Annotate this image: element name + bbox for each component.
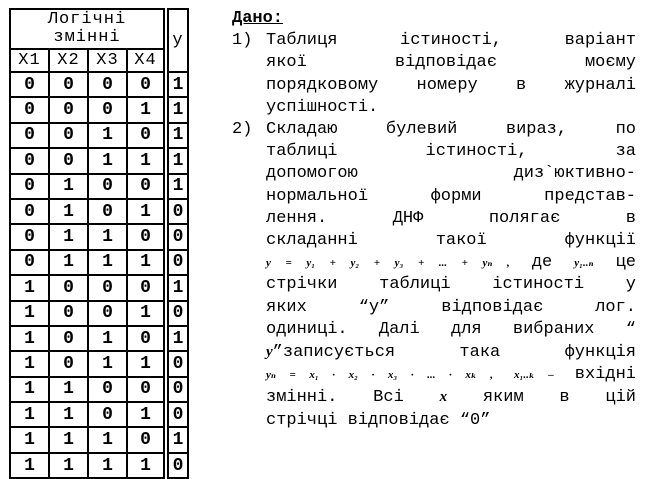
formula-y-range: y₁..ₙ bbox=[574, 257, 594, 270]
y-cell: 0 bbox=[166, 351, 188, 376]
x3-cell: 1 bbox=[88, 148, 127, 173]
x2-cell: 0 bbox=[49, 326, 88, 351]
x2-cell: 1 bbox=[49, 199, 88, 224]
x3-cell: 0 bbox=[88, 377, 127, 402]
word-de: де bbox=[531, 253, 553, 273]
y-quote-line bbox=[266, 341, 636, 364]
x2-cell: 0 bbox=[49, 97, 88, 122]
item-1 bbox=[232, 30, 636, 119]
x3-cell: 0 bbox=[88, 174, 127, 199]
x1-cell: 0 bbox=[10, 224, 49, 249]
logic-variables-header bbox=[10, 9, 166, 49]
x-symbol: x bbox=[439, 389, 448, 406]
x1-cell: 1 bbox=[10, 453, 49, 478]
x3-cell: 1 bbox=[88, 326, 127, 351]
x1-cell: 0 bbox=[10, 199, 49, 224]
x2-cell: 1 bbox=[49, 402, 88, 427]
x3-cell: 1 bbox=[88, 453, 127, 478]
x4-cell: 0 bbox=[127, 174, 166, 199]
item-2-line: таблиці істиності, за bbox=[266, 142, 636, 162]
vars-line bbox=[266, 386, 636, 409]
vars-text-post: яким в цій bbox=[482, 388, 637, 408]
column-header-x1: X1 bbox=[10, 49, 49, 72]
item-2-line: складанні такої функції bbox=[266, 231, 636, 251]
x4-cell: 0 bbox=[127, 224, 166, 249]
word-tse: це bbox=[615, 253, 637, 273]
column-header-x2: X2 bbox=[49, 49, 88, 72]
table-row bbox=[10, 377, 188, 402]
table-row bbox=[10, 72, 188, 97]
formula-dnf: y = y₁ + y₂ + y₃ + ... + yₙ , bbox=[266, 257, 510, 270]
truth-table bbox=[9, 8, 189, 479]
given-title: Дано: bbox=[232, 9, 284, 28]
table-row bbox=[10, 199, 188, 224]
x3-cell: 0 bbox=[88, 72, 127, 97]
x2-cell: 0 bbox=[49, 275, 88, 300]
x4-cell: 1 bbox=[127, 250, 166, 275]
x2-cell: 0 bbox=[49, 148, 88, 173]
item-2-line: допомогою диз`юктивно- bbox=[266, 164, 636, 184]
table-row bbox=[10, 427, 188, 452]
x4-cell: 0 bbox=[127, 123, 166, 148]
vars-text-pre: змінні. Всі bbox=[266, 388, 404, 408]
table-row bbox=[10, 174, 188, 199]
item-2-line: лення. ДНФ полягає в bbox=[266, 208, 636, 228]
y-cell: 0 bbox=[166, 377, 188, 402]
x2-cell: 0 bbox=[49, 351, 88, 376]
y-symbol: y bbox=[266, 344, 273, 361]
table-row bbox=[10, 250, 188, 275]
formula-line-1 bbox=[266, 252, 636, 274]
group-header-line1: Логічні bbox=[47, 10, 127, 29]
y-cell: 1 bbox=[166, 275, 188, 300]
x3-cell: 0 bbox=[88, 301, 127, 326]
x4-cell: 0 bbox=[127, 326, 166, 351]
x3-cell: 1 bbox=[88, 351, 127, 376]
item-2 bbox=[232, 119, 636, 432]
y-column-header: y bbox=[166, 9, 188, 72]
x3-cell: 1 bbox=[88, 224, 127, 249]
y-cell: 1 bbox=[166, 97, 188, 122]
x2-cell: 0 bbox=[49, 72, 88, 97]
x3-cell: 0 bbox=[88, 275, 127, 300]
x4-cell: 1 bbox=[127, 351, 166, 376]
table-row bbox=[10, 224, 188, 249]
x1-cell: 0 bbox=[10, 72, 49, 97]
x1-cell: 1 bbox=[10, 301, 49, 326]
x1-cell: 1 bbox=[10, 275, 49, 300]
x4-cell: 0 bbox=[127, 427, 166, 452]
x1-cell: 1 bbox=[10, 402, 49, 427]
table-row bbox=[10, 301, 188, 326]
group-header-line2: змінні bbox=[53, 28, 121, 47]
x2-cell: 1 bbox=[49, 224, 88, 249]
table-row bbox=[10, 453, 188, 478]
x2-cell: 0 bbox=[49, 123, 88, 148]
x2-cell: 1 bbox=[49, 174, 88, 199]
table-row bbox=[10, 97, 188, 122]
x3-cell: 1 bbox=[88, 250, 127, 275]
item-2-line: одиниці. Далі для вибраних “ bbox=[266, 319, 636, 339]
formula-line-2 bbox=[266, 364, 636, 386]
y-cell: 1 bbox=[166, 326, 188, 351]
column-header-x4: X4 bbox=[127, 49, 166, 72]
table-row bbox=[10, 402, 188, 427]
y-cell: 0 bbox=[166, 453, 188, 478]
y-cell: 1 bbox=[166, 427, 188, 452]
x4-cell: 0 bbox=[127, 275, 166, 300]
x1-cell: 0 bbox=[10, 97, 49, 122]
x4-cell: 1 bbox=[127, 199, 166, 224]
y-cell: 0 bbox=[166, 402, 188, 427]
table-row bbox=[10, 326, 188, 351]
x4-cell: 1 bbox=[127, 97, 166, 122]
table-row bbox=[10, 148, 188, 173]
table-row bbox=[10, 275, 188, 300]
x1-cell: 0 bbox=[10, 174, 49, 199]
x4-cell: 0 bbox=[127, 72, 166, 97]
y-cell: 0 bbox=[166, 301, 188, 326]
x4-cell: 1 bbox=[127, 148, 166, 173]
x4-cell: 0 bbox=[127, 377, 166, 402]
x1-cell: 1 bbox=[10, 351, 49, 376]
table-row bbox=[10, 351, 188, 376]
table-row bbox=[10, 123, 188, 148]
x4-cell: 1 bbox=[127, 301, 166, 326]
x2-cell: 1 bbox=[49, 250, 88, 275]
x3-cell: 0 bbox=[88, 97, 127, 122]
item-1-number: 1) bbox=[232, 31, 253, 51]
item-1-line: успішності. bbox=[266, 97, 379, 117]
x1-cell: 0 bbox=[10, 148, 49, 173]
x1-cell: 0 bbox=[10, 250, 49, 275]
x3-cell: 0 bbox=[88, 199, 127, 224]
x2-cell: 1 bbox=[49, 453, 88, 478]
item-1-line: якої відповідає моєму bbox=[266, 53, 636, 73]
truth-table-body bbox=[10, 72, 188, 478]
x1-cell: 1 bbox=[10, 427, 49, 452]
x4-cell: 1 bbox=[127, 453, 166, 478]
item-2-line: Складаю булевий вираз, по bbox=[266, 120, 636, 140]
item-1-line: Таблиця істиності, варіант bbox=[266, 31, 636, 51]
item-2-number: 2) bbox=[232, 120, 253, 140]
y-cell: 1 bbox=[166, 123, 188, 148]
item-1-line: порядковому номеру в журналі bbox=[266, 75, 636, 95]
item-2-line: нормальної форми представ- bbox=[266, 186, 636, 206]
y-cell: 0 bbox=[166, 250, 188, 275]
task-description bbox=[232, 8, 636, 432]
x2-cell: 0 bbox=[49, 301, 88, 326]
y-cell: 1 bbox=[166, 174, 188, 199]
last-line: стрічці відповідає “0” bbox=[266, 410, 491, 430]
x4-cell: 1 bbox=[127, 402, 166, 427]
y-quote-text: ”записується така функція bbox=[272, 343, 636, 363]
y-cell: 1 bbox=[166, 72, 188, 97]
item-2-line: стрічки таблиці істиності у bbox=[266, 275, 636, 295]
word-vkhidni: вхідні bbox=[574, 365, 637, 385]
x1-cell: 1 bbox=[10, 326, 49, 351]
formula-conjunction: yₙ = x₁ · x₂ · x₃ · ... · xₖ , bbox=[266, 369, 493, 382]
column-header-x3: X3 bbox=[88, 49, 127, 72]
x3-cell: 1 bbox=[88, 123, 127, 148]
x1-cell: 1 bbox=[10, 377, 49, 402]
x1-cell: 0 bbox=[10, 123, 49, 148]
x3-cell: 0 bbox=[88, 402, 127, 427]
y-cell: 0 bbox=[166, 199, 188, 224]
x2-cell: 1 bbox=[49, 427, 88, 452]
x3-cell: 1 bbox=[88, 427, 127, 452]
item-2-line: яких “y” відповідає лог. bbox=[266, 297, 636, 317]
formula-x-range: x₁..ₖ – bbox=[514, 369, 554, 382]
y-cell: 0 bbox=[166, 224, 188, 249]
y-cell: 1 bbox=[166, 148, 188, 173]
x2-cell: 1 bbox=[49, 377, 88, 402]
